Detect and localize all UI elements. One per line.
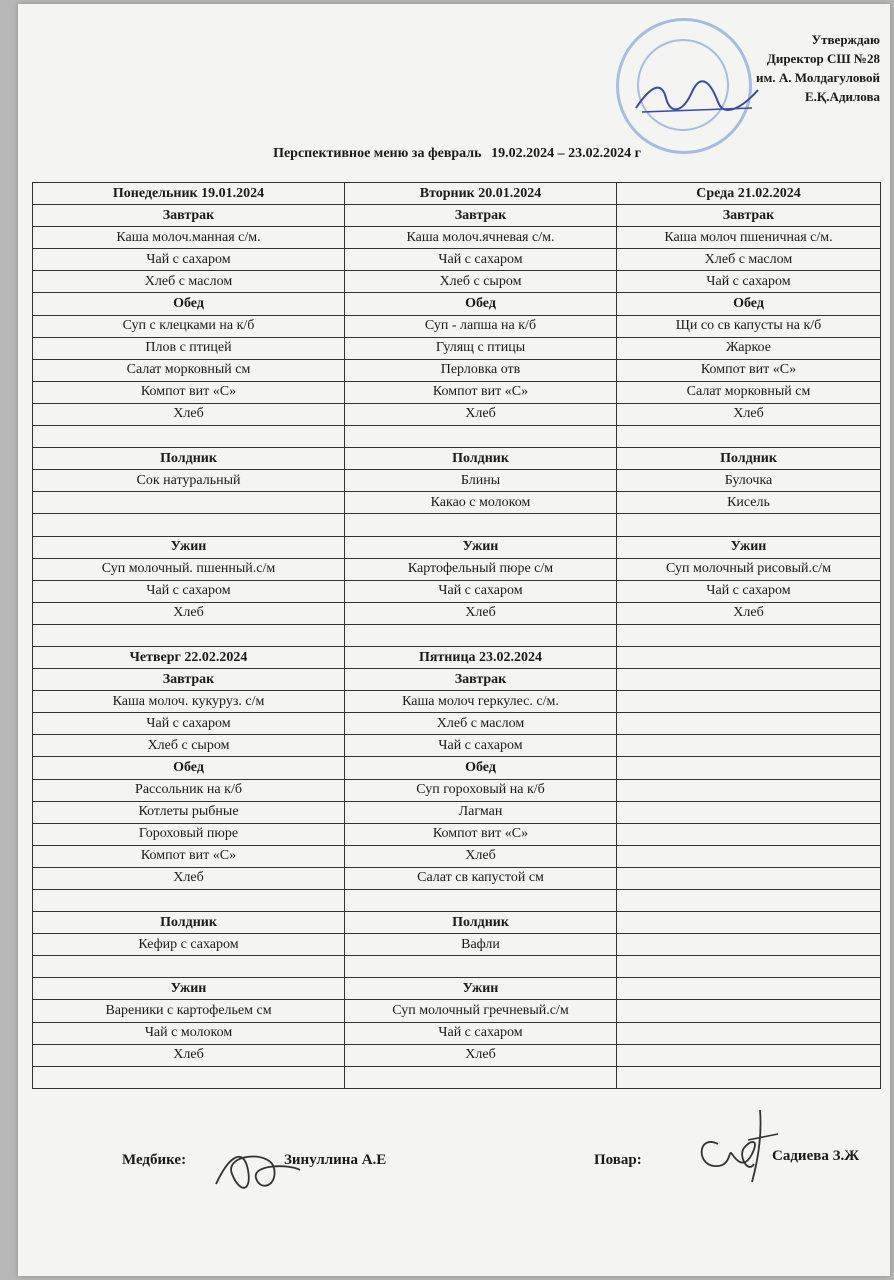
page-title: [18, 146, 890, 162]
menu-cell: Котлеты рыбные: [33, 801, 345, 823]
menu-cell: [617, 801, 881, 823]
meal-heading-cell: [617, 757, 881, 779]
menu-cell: Сок натуральный: [33, 470, 345, 492]
menu-cell: Какао с молоком: [345, 492, 617, 514]
table-row: [33, 867, 881, 889]
day-heading-cell: Среда 21.02.2024: [617, 183, 881, 205]
meal-heading-cell: Полдник: [345, 448, 617, 470]
meal-heading-cell: Ужин: [345, 536, 617, 558]
table-row: [33, 514, 881, 536]
menu-cell: Гороховый пюре: [33, 823, 345, 845]
day-heading-cell: [617, 646, 881, 668]
menu-cell: Перловка отв: [345, 359, 617, 381]
meal-heading-cell: Обед: [345, 293, 617, 315]
menu-cell: Хлеб: [345, 403, 617, 425]
menu-cell: [617, 713, 881, 735]
table-row: [33, 448, 881, 470]
menu-cell: [345, 426, 617, 448]
menu-cell: Чай с сахаром: [617, 580, 881, 602]
approval-block: [680, 30, 880, 106]
approval-line: Е.Қ.Адилова: [804, 89, 880, 104]
menu-cell: Суп с клецками на к/б: [33, 315, 345, 337]
meal-heading-cell: Завтрак: [33, 669, 345, 691]
table-row: [33, 337, 881, 359]
menu-cell: Хлеб: [345, 845, 617, 867]
table-row: [33, 801, 881, 823]
menu-cell: Лагман: [345, 801, 617, 823]
menu-cell: [617, 867, 881, 889]
menu-cell: Суп молочный рисовый.с/м: [617, 558, 881, 580]
menu-cell: [617, 624, 881, 646]
meal-heading-cell: [617, 669, 881, 691]
meal-heading-cell: Полдник: [617, 448, 881, 470]
title-dates: 19.02.2024 – 23.02.2024 г: [491, 146, 641, 161]
menu-cell: Рассольник на к/б: [33, 779, 345, 801]
menu-cell: Щи со св капусты на к/б: [617, 315, 881, 337]
meal-heading-cell: Обед: [345, 757, 617, 779]
menu-cell: Салат морковный см: [33, 359, 345, 381]
menu-cell: Хлеб с маслом: [33, 271, 345, 293]
table-row: [33, 426, 881, 448]
menu-cell: Булочка: [617, 470, 881, 492]
menu-cell: [617, 956, 881, 978]
table-row: [33, 624, 881, 646]
medic-label: Медбике:: [122, 1152, 187, 1168]
menu-cell: [617, 890, 881, 912]
menu-cell: [617, 779, 881, 801]
meal-heading-cell: Ужин: [33, 978, 345, 1000]
table-row: [33, 536, 881, 558]
meal-heading-cell: Обед: [33, 757, 345, 779]
menu-cell: [345, 1066, 617, 1088]
table-row: [33, 602, 881, 624]
meal-heading-cell: Обед: [33, 293, 345, 315]
menu-cell: Хлеб: [617, 403, 881, 425]
meal-heading-cell: Завтрак: [345, 669, 617, 691]
day-heading-cell: Вторник 20.01.2024: [345, 183, 617, 205]
table-row: [33, 1000, 881, 1022]
menu-cell: [345, 956, 617, 978]
table-row: [33, 669, 881, 691]
cook-label: Повар:: [594, 1152, 642, 1168]
menu-cell: [617, 1000, 881, 1022]
document-page: [18, 4, 890, 1276]
table-row: [33, 956, 881, 978]
menu-cell: [345, 514, 617, 536]
table-row: [33, 381, 881, 403]
menu-cell: Суп молочный гречневый.с/м: [345, 1000, 617, 1022]
menu-cell: [617, 1044, 881, 1066]
approval-line: Директор СШ №28: [766, 51, 880, 66]
menu-cell: Суп - лапша на к/б: [345, 315, 617, 337]
menu-cell: Чай с сахаром: [345, 735, 617, 757]
day-heading-cell: Пятница 23.02.2024: [345, 646, 617, 668]
menu-cell: [617, 1022, 881, 1044]
menu-cell: Чай с сахаром: [617, 271, 881, 293]
menu-cell: Гулящ с птицы: [345, 337, 617, 359]
table-row: [33, 580, 881, 602]
day-heading-cell: Понедельник 19.01.2024: [33, 183, 345, 205]
table-row: [33, 359, 881, 381]
menu-cell: [33, 624, 345, 646]
menu-cell: Плов с птицей: [33, 337, 345, 359]
table-row: [33, 978, 881, 1000]
menu-cell: Суп молочный. пшенный.с/м: [33, 558, 345, 580]
meal-heading-cell: Ужин: [33, 536, 345, 558]
menu-cell: Чай с сахаром: [345, 580, 617, 602]
meal-heading-cell: Полдник: [345, 912, 617, 934]
menu-cell: Компот вит «С»: [345, 381, 617, 403]
table-row: [33, 470, 881, 492]
menu-cell: [617, 426, 881, 448]
menu-cell: [617, 514, 881, 536]
menu-cell: [617, 934, 881, 956]
table-row: [33, 1022, 881, 1044]
title-text: Перспективное меню за февраль: [273, 146, 482, 161]
table-row: [33, 779, 881, 801]
menu-cell: Чай с сахаром: [33, 249, 345, 271]
menu-cell: Салат св капустой см: [345, 867, 617, 889]
menu-cell: Каша молоч.ячневая с/м.: [345, 227, 617, 249]
menu-cell: Хлеб: [33, 867, 345, 889]
table-row: [33, 691, 881, 713]
cook-signature: [688, 1104, 784, 1184]
menu-cell: [33, 514, 345, 536]
table-row: [33, 403, 881, 425]
menu-table: [32, 182, 881, 1089]
menu-cell: Хлеб с сыром: [33, 735, 345, 757]
menu-cell: Хлеб: [345, 1044, 617, 1066]
table-row: [33, 1066, 881, 1088]
menu-cell: Чай с сахаром: [33, 580, 345, 602]
menu-cell: [617, 735, 881, 757]
menu-cell: [33, 1066, 345, 1088]
table-row: [33, 890, 881, 912]
menu-cell: [617, 1066, 881, 1088]
menu-cell: Чай с сахаром: [33, 713, 345, 735]
menu-cell: Каша молоч пшеничная с/м.: [617, 227, 881, 249]
table-row: [33, 183, 881, 205]
meal-heading-cell: Обед: [617, 293, 881, 315]
menu-cell: [617, 845, 881, 867]
menu-cell: [33, 956, 345, 978]
menu-cell: [33, 426, 345, 448]
table-row: [33, 757, 881, 779]
menu-cell: Вафли: [345, 934, 617, 956]
menu-cell: Суп гороховый на к/б: [345, 779, 617, 801]
meal-heading-cell: Ужин: [617, 536, 881, 558]
menu-cell: Каша молоч геркулес. с/м.: [345, 691, 617, 713]
meal-heading-cell: Завтрак: [345, 205, 617, 227]
meal-heading-cell: Завтрак: [617, 205, 881, 227]
menu-cell: Чай с сахаром: [345, 1022, 617, 1044]
table-row: [33, 293, 881, 315]
menu-cell: Хлеб: [33, 403, 345, 425]
table-row: [33, 227, 881, 249]
table-row: [33, 205, 881, 227]
menu-cell: Блины: [345, 470, 617, 492]
table-row: [33, 934, 881, 956]
menu-cell: [345, 624, 617, 646]
meal-heading-cell: Полдник: [33, 448, 345, 470]
meal-heading-cell: [617, 978, 881, 1000]
menu-cell: Хлеб: [33, 1044, 345, 1066]
menu-cell: Чай с молоком: [33, 1022, 345, 1044]
menu-cell: Хлеб: [345, 602, 617, 624]
table-row: [33, 713, 881, 735]
meal-heading-cell: Завтрак: [33, 205, 345, 227]
menu-cell: [617, 691, 881, 713]
meal-heading-cell: Ужин: [345, 978, 617, 1000]
table-row: [33, 845, 881, 867]
medic-name: Зинуллина А.Е: [284, 1152, 387, 1168]
menu-cell: Салат морковный см: [617, 381, 881, 403]
day-heading-cell: Четверг 22.02.2024: [33, 646, 345, 668]
table-row: [33, 912, 881, 934]
menu-cell: Чай с сахаром: [345, 249, 617, 271]
menu-cell: Кисель: [617, 492, 881, 514]
menu-cell: Вареники с картофельем см: [33, 1000, 345, 1022]
meal-heading-cell: Полдник: [33, 912, 345, 934]
menu-cell: Каша молоч. кукуруз. с/м: [33, 691, 345, 713]
menu-cell: Хлеб с сыром: [345, 271, 617, 293]
menu-cell: Компот вит «С»: [33, 845, 345, 867]
menu-cell: Компот вит «С»: [617, 359, 881, 381]
menu-cell: Хлеб: [33, 602, 345, 624]
approval-line: Утверждаю: [811, 32, 880, 47]
menu-cell: Каша молоч.манная с/м.: [33, 227, 345, 249]
table-row: [33, 735, 881, 757]
menu-cell: Компот вит «С»: [345, 823, 617, 845]
table-row: [33, 1044, 881, 1066]
menu-cell: Компот вит «С»: [33, 381, 345, 403]
table-row: [33, 492, 881, 514]
menu-cell: Жаркое: [617, 337, 881, 359]
menu-cell: [345, 890, 617, 912]
meal-heading-cell: [617, 912, 881, 934]
menu-cell: Хлеб с маслом: [345, 713, 617, 735]
table-row: [33, 249, 881, 271]
table-row: [33, 646, 881, 668]
menu-cell: [617, 823, 881, 845]
menu-cell: [33, 492, 345, 514]
menu-cell: [33, 890, 345, 912]
table-row: [33, 823, 881, 845]
table-row: [33, 558, 881, 580]
menu-cell: Картофельный пюре с/м: [345, 558, 617, 580]
menu-cell: Хлеб: [617, 602, 881, 624]
menu-cell: Хлеб с маслом: [617, 249, 881, 271]
table-row: [33, 315, 881, 337]
table-row: [33, 271, 881, 293]
approval-line: им. А. Молдагуловой: [755, 70, 880, 85]
cook-name: Садиева З.Ж: [772, 1148, 860, 1164]
menu-cell: Кефир с сахаром: [33, 934, 345, 956]
